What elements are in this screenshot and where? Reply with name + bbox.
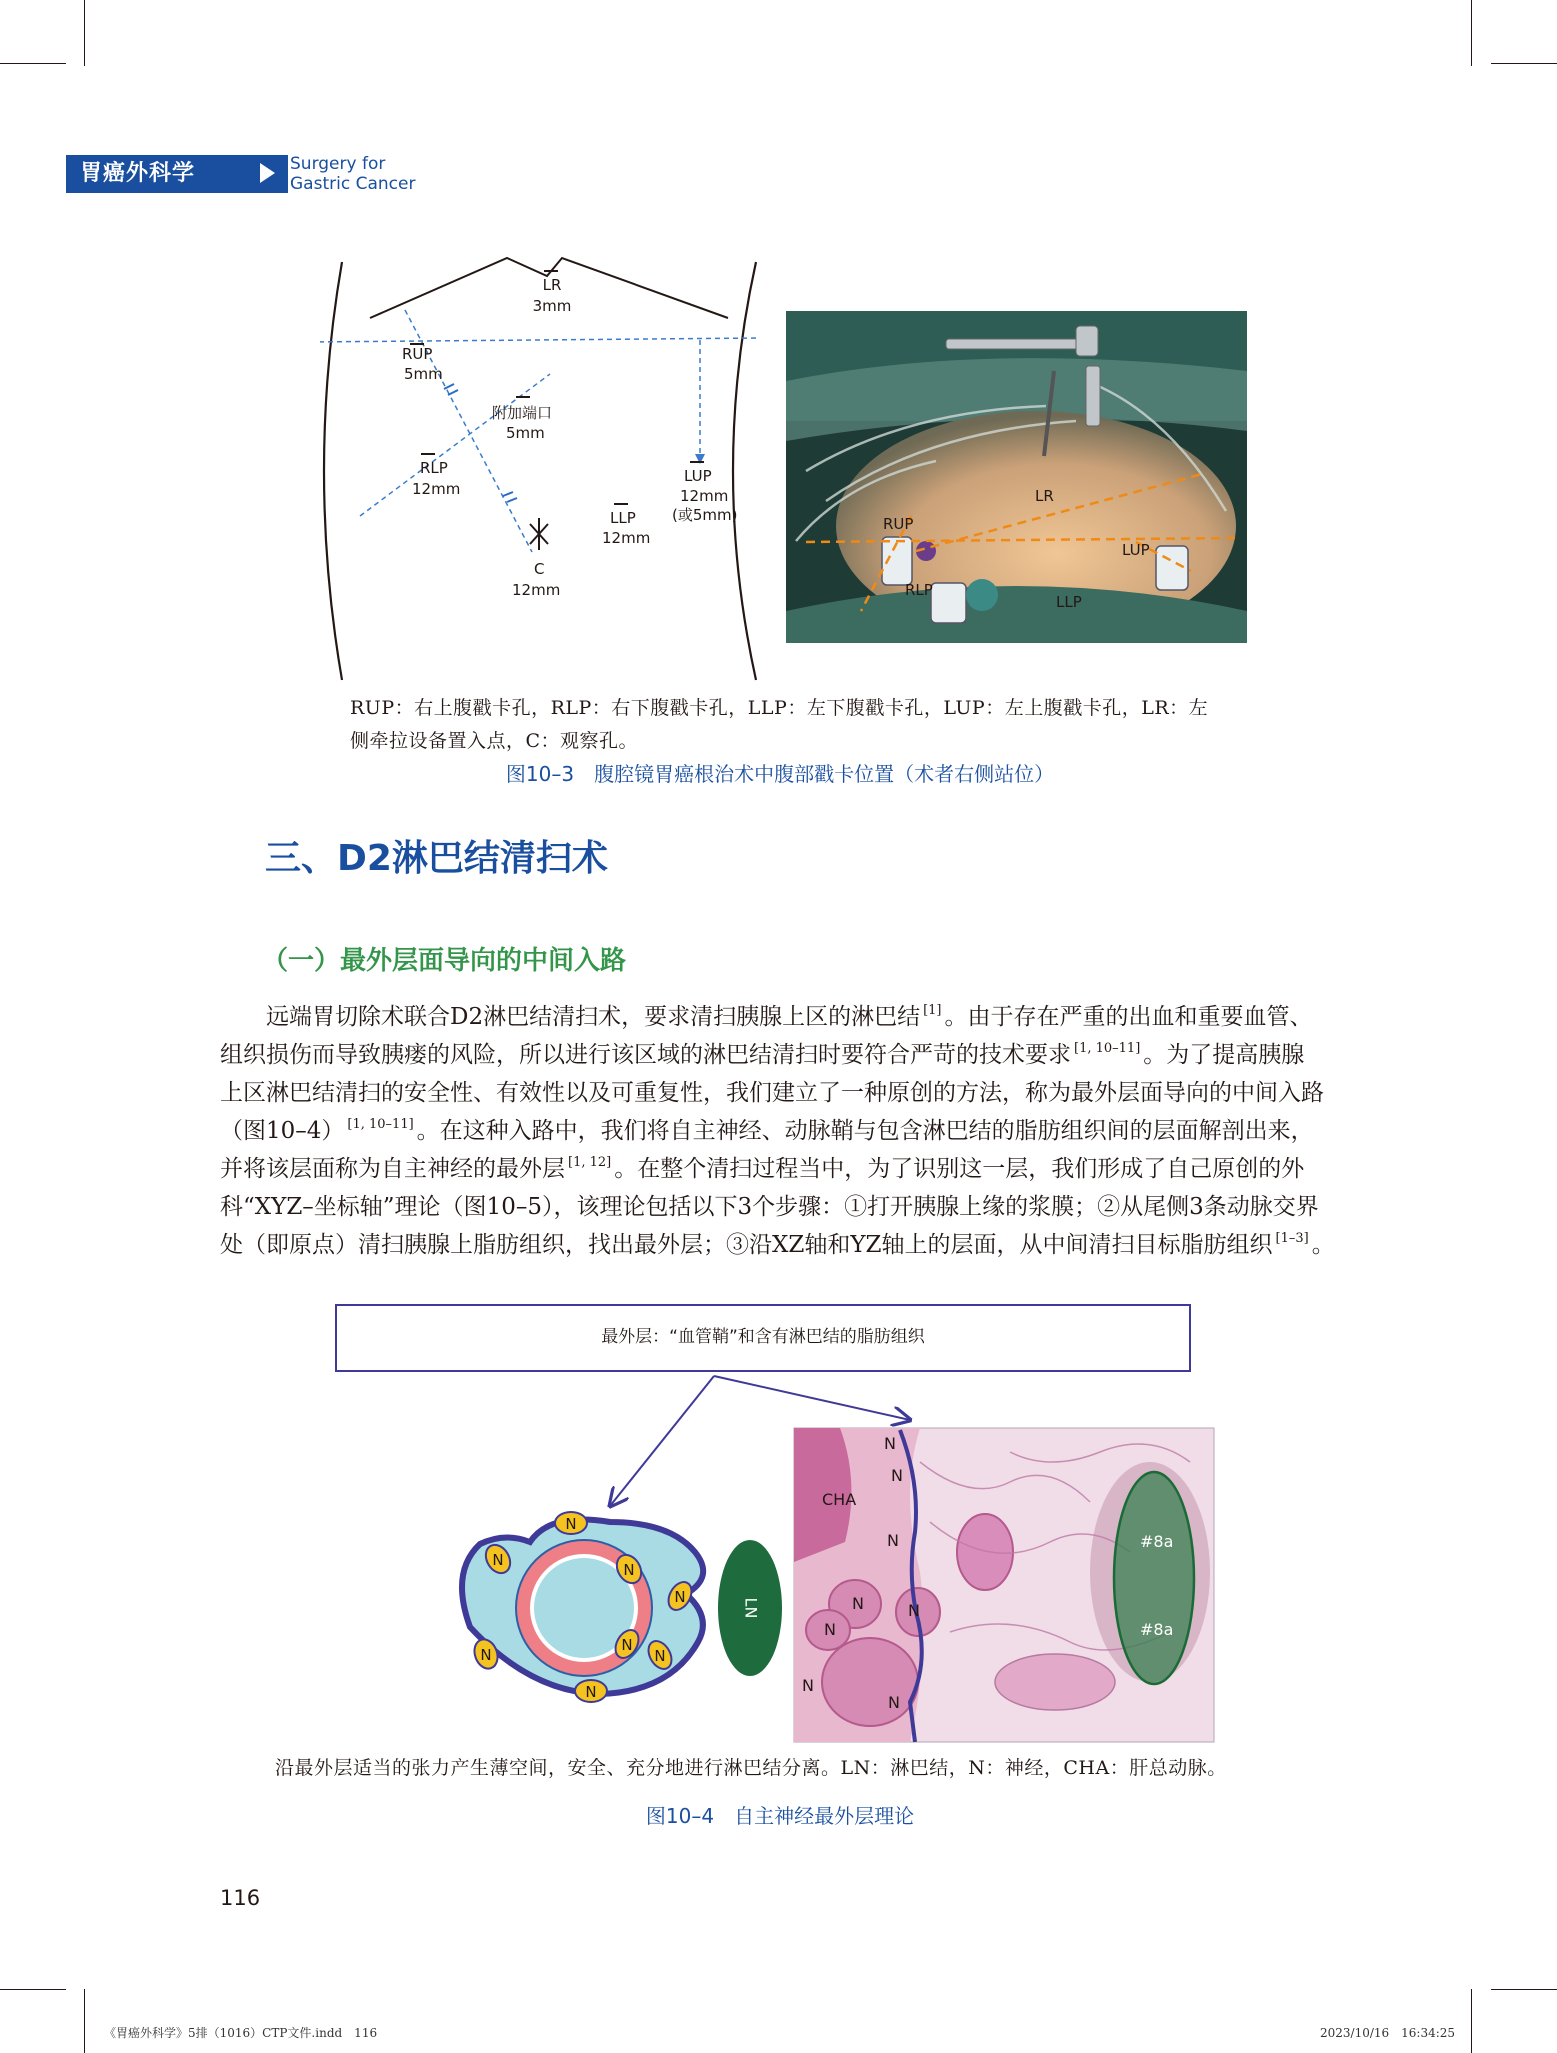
crop-mark (84, 1989, 85, 2053)
node-8a-label: #8a (1140, 1532, 1174, 1551)
label-extra-port: 附加端口 (492, 404, 553, 422)
body-paragraph-line: （图10–4） [1, 10–11] 。在这种入路中，我们将自主神经、动脉鞘与包含淋巴结的脂肪组织间的层面解剖出来， (220, 1117, 1314, 1144)
label-lup-size: 12mm (680, 487, 729, 505)
body-outline-left (324, 262, 342, 680)
book-title-en-line1: Surgery for (290, 154, 386, 174)
nerve-label: N (623, 1561, 635, 1579)
histology-nerve-label: N (908, 1601, 920, 1620)
label-llp-size: 12mm (602, 529, 651, 547)
photo-label-lr: LR (1035, 487, 1054, 505)
label-lup: LUP (684, 467, 712, 485)
body-outline-right (733, 262, 756, 680)
body-paragraph-line: 科“XYZ–坐标轴”理论（图10–5），该理论包括以下3个步骤：①打开胰腺上缘的浆膜；②从尾侧3条动脉交界 (220, 1194, 1319, 1220)
label-lr-size: 3mm (532, 297, 572, 315)
label-llp: LLP (610, 509, 636, 527)
body-paragraph-line: 组织损伤而导致胰瘘的风险，所以进行该区域的淋巴结清扫时要符合严苛的技术要求 [1, 10–11] 。为了提高胰腺 (220, 1041, 1305, 1068)
play-arrow-icon (260, 163, 275, 183)
nerve-label: N (621, 1636, 633, 1654)
photo-label-llp: LLP (1056, 593, 1082, 611)
cha-label: CHA (822, 1490, 857, 1509)
body-paragraph-line: 处（即原点）清扫胰腺上脂肪组织，找出最外层；③沿XZ轴和YZ轴上的层面，从中间清扫目标脂肪组织 [1–3] 。 (220, 1231, 1335, 1258)
body-paragraph-line: 远端胃切除术联合D2淋巴结清扫术，要求清扫胰腺上区的淋巴结 [1] 。由于存在严重的出血和重要血管、 (266, 1003, 1313, 1030)
arrow-to-vessel (610, 1376, 714, 1506)
outermost-layer-label: 最外层：“血管鞘”和含有淋巴结的脂肪组织 (601, 1327, 925, 1347)
label-rlp: RLP (420, 459, 448, 477)
histology-nerve-label: N (887, 1531, 899, 1550)
nerve-label: N (674, 1588, 686, 1606)
label-rup-size: 5mm (404, 365, 443, 383)
lymph-node-label: LN (741, 1597, 761, 1619)
photo-label-rup: RUP (883, 515, 914, 533)
figure-note-line: 侧牵拉设备置入点，C：观察孔。 (350, 730, 639, 752)
label-c: C (534, 560, 545, 578)
figure-title: 图10–4 自主神经最外层理论 (645, 1804, 915, 1828)
label-extra-port-size: 5mm (506, 424, 545, 442)
port-placement-diagram (320, 256, 760, 686)
crop-mark (1471, 1989, 1472, 2053)
photo-label-lup: LUP (1122, 541, 1150, 559)
figure-title: 图10–3 腹腔镜胃癌根治术中腹部戳卡位置（术者右侧站位） (505, 762, 1055, 786)
photo-label-rlp: RLP (905, 581, 933, 599)
label-lup-alt: (或5mm) (672, 506, 738, 524)
label-c-size: 12mm (512, 581, 561, 599)
subsection-heading: （一）最外层面导向的中间入路 (262, 946, 627, 976)
histology-nerve-label: N (852, 1594, 864, 1613)
histology-nerve-label: N (802, 1676, 814, 1695)
operative-photo (786, 311, 1247, 643)
book-title-en-line2: Gastric Cancer (290, 174, 416, 194)
crop-mark (1471, 0, 1472, 66)
node-8a-label: #8a (1140, 1620, 1174, 1639)
nerve-label: N (492, 1551, 504, 1569)
section-heading: 三、D2淋巴结清扫术 (265, 838, 608, 879)
nerve-label: N (565, 1515, 577, 1533)
crop-mark (0, 1989, 66, 1990)
body-paragraph-line: 并将该层面称为自主神经的最外层 [1, 12] 。在整个清扫过程当中，为了识别这一层，我们形成了自己原创的外 (220, 1155, 1305, 1182)
crop-mark (1491, 63, 1557, 64)
footer-timestamp: 2023/10/16 16:34:25 (1320, 2026, 1456, 2040)
body-paragraph-line: 上区淋巴结清扫的安全性、有效性以及可重复性，我们建立了一种原创的方法，称为最外层面导向的中间入路 (220, 1080, 1324, 1106)
nerve-label: N (654, 1647, 666, 1665)
footer-file-info: 《胃癌外科学》5排（1016）CTP文件.indd 116 (104, 2026, 378, 2040)
page-number: 116 (220, 1886, 261, 1910)
crop-mark (84, 0, 85, 66)
label-rup: RUP (402, 345, 433, 363)
label-lr: LR (542, 276, 562, 294)
figure-note-line: RUP：右上腹戳卡孔，RLP：右下腹戳卡孔，LLP：左下腹戳卡孔，LUP：左上腹戳卡孔，LR：左 (350, 697, 1209, 719)
label-rlp-size: 12mm (412, 480, 461, 498)
histology-nerve-label: N (824, 1620, 836, 1639)
figure-note: 沿最外层适当的张力产生薄空间，安全、充分地进行淋巴结分离。LN：淋巴结，N：神经，CHA：肝总动脉。 (275, 1757, 1227, 1779)
nerve-label: N (585, 1683, 597, 1701)
lymph-node-8a (1114, 1472, 1194, 1684)
crop-mark (1491, 1989, 1557, 1990)
outermost-layer-diagram (450, 1372, 1250, 1752)
book-title: 胃癌外科学 (80, 161, 196, 186)
arrow-to-histology (714, 1376, 910, 1420)
nerve-label: N (480, 1646, 492, 1664)
guide-line-horizontal (320, 338, 760, 342)
histology-nerve-label: N (891, 1466, 903, 1485)
histology-nerve-label: N (884, 1434, 896, 1453)
histology-nerve-label: N (888, 1693, 900, 1712)
crop-mark (0, 63, 66, 64)
